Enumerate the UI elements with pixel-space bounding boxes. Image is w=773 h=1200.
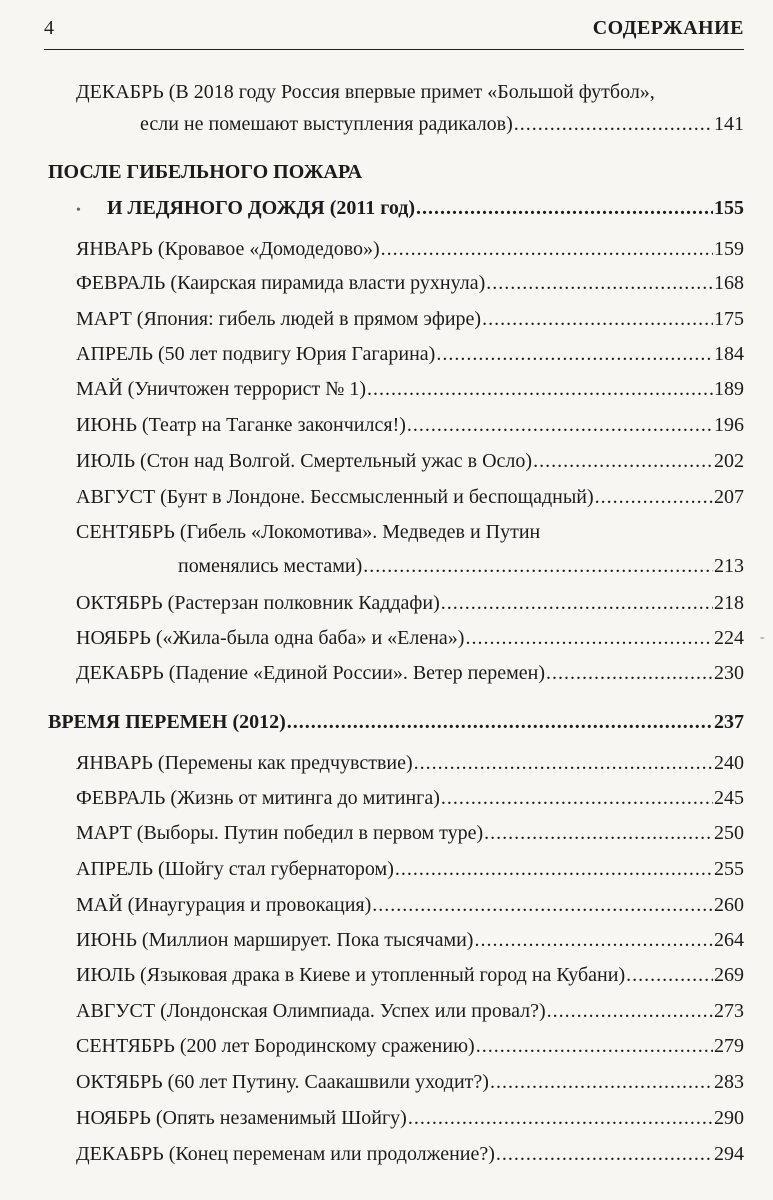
toc-entry-label: АВГУСТ (Бунт в Лондоне. Бессмысленный и беспощадный) xyxy=(76,486,594,508)
toc-entry[interactable] xyxy=(76,307,744,331)
leader-dots xyxy=(482,307,713,331)
toc-page-number: 218 xyxy=(714,592,744,614)
toc-entry[interactable] xyxy=(76,1070,744,1094)
toc-entry[interactable] xyxy=(76,377,744,401)
toc-entry-label: НОЯБРЬ (Опять незаменимый Шойгу) xyxy=(76,1107,407,1129)
leader-dots xyxy=(367,377,713,401)
toc-entry[interactable] xyxy=(76,342,744,366)
toc-page-number: 189 xyxy=(714,378,744,400)
leader-dots xyxy=(474,928,713,952)
toc-page-number: 264 xyxy=(714,929,744,951)
toc-entry[interactable] xyxy=(76,626,744,650)
toc-entry-label: ОКТЯБРЬ (60 лет Путину. Саакашвили уходит?) xyxy=(76,1071,489,1093)
toc-entry[interactable] xyxy=(76,449,744,473)
toc-entry-label: ФЕВРАЛЬ (Каирская пирамида власти рухнула) xyxy=(76,272,486,294)
leader-dots xyxy=(395,857,713,881)
toc-entry-label: АВГУСТ (Лондонская Олимпиада. Успех или провал?) xyxy=(76,1000,546,1022)
toc-entry-label: ИЮЛЬ (Стон над Волгой. Смертельный ужас в Осло) xyxy=(76,450,533,472)
toc-entry-september-line1[interactable]: СЕНТЯБРЬ (Гибель «Локомотива». Медведев и Путин xyxy=(76,521,541,543)
leader-dots xyxy=(547,999,713,1023)
toc-entry-label: ИЮЛЬ (Языковая драка в Киеве и утопленный город на Кубани) xyxy=(76,964,626,986)
header-rule xyxy=(44,49,744,50)
leader-dots xyxy=(486,271,713,295)
leader-dots xyxy=(372,893,713,917)
toc-page-number: 224 xyxy=(714,627,744,649)
toc-page-number: 250 xyxy=(714,822,744,844)
toc-entry-label: МАРТ (Выборы. Путин победил в первом туре) xyxy=(76,822,484,844)
toc-entry-label: АПРЕЛЬ (Шойгу стал губернатором) xyxy=(76,858,394,880)
stray-mark: • xyxy=(76,203,81,218)
toc-entry-dec-2010[interactable] xyxy=(140,112,744,136)
leader-dots xyxy=(441,786,713,810)
toc-entry[interactable] xyxy=(76,271,744,295)
toc-page-number: 273 xyxy=(714,1000,744,1022)
toc-entry-label: ДЕКАБРЬ (Падение «Единой России». Ветер перемен) xyxy=(76,662,546,684)
toc-entry-label: МАРТ (Япония: гибель людей в прямом эфире) xyxy=(76,308,482,330)
toc-entry[interactable] xyxy=(76,928,744,952)
toc-entry-dec-2010-line1[interactable]: ДЕКАБРЬ (В 2018 году Россия впервые примет «Большой футбол», xyxy=(76,81,655,103)
leader-dots xyxy=(476,1034,713,1058)
toc-entry[interactable] xyxy=(76,857,744,881)
toc-entry[interactable] xyxy=(76,999,744,1023)
toc-page-number: 294 xyxy=(714,1143,744,1165)
toc-entry-label: ЯНВАРЬ (Перемены как предчувствие) xyxy=(76,752,413,774)
section-title-2012[interactable] xyxy=(48,710,744,734)
leader-dots xyxy=(533,449,713,473)
toc-entry-label: АПРЕЛЬ (50 лет подвигу Юрия Гагарина) xyxy=(76,343,436,365)
section-title-label: И ЛЕДЯНОГО ДОЖДЯ (2011 год) xyxy=(107,197,416,219)
toc-page-number: 159 xyxy=(714,238,744,260)
leader-dots xyxy=(496,1142,713,1166)
leader-dots xyxy=(441,591,713,615)
toc-page-number: 141 xyxy=(714,113,744,135)
leader-dots xyxy=(436,342,713,366)
section-title-label: ВРЕМЯ ПЕРЕМЕН (2012) xyxy=(48,711,286,733)
leader-dots xyxy=(546,661,713,685)
page-number: 4 xyxy=(44,17,54,39)
leader-dots xyxy=(484,821,713,845)
toc-entry-label: ОКТЯБРЬ (Растерзан полковник Каддафи) xyxy=(76,592,440,614)
toc-entry-label: ФЕВРАЛЬ (Жизнь от митинга до митинга) xyxy=(76,787,440,809)
leader-dots xyxy=(287,710,713,734)
toc-entry-label: ИЮНЬ (Театр на Таганке закончился!) xyxy=(76,414,406,436)
leader-dots xyxy=(408,1106,713,1130)
toc-entry[interactable] xyxy=(76,1034,744,1058)
leader-dots xyxy=(381,237,713,261)
toc-page-number: 207 xyxy=(714,486,744,508)
toc-entry[interactable] xyxy=(76,485,744,509)
toc-entry-label: ЯНВАРЬ (Кровавое «Домодедово») xyxy=(76,238,380,260)
toc-page-number: 202 xyxy=(714,450,744,472)
stray-mark: - xyxy=(760,630,765,645)
toc-page-number: 213 xyxy=(714,555,744,577)
section-page-number: 155 xyxy=(714,197,744,219)
leader-dots xyxy=(363,554,713,578)
toc-entry-label: если не помешают выступления радикалов) xyxy=(140,113,513,135)
toc-entry[interactable] xyxy=(76,1142,744,1166)
leader-dots xyxy=(514,112,713,136)
toc-page-number: 184 xyxy=(714,343,744,365)
leader-dots xyxy=(465,626,713,650)
toc-entry[interactable] xyxy=(76,821,744,845)
leader-dots xyxy=(414,751,713,775)
toc-page-number: 283 xyxy=(714,1071,744,1093)
toc-entry-label: НОЯБРЬ («Жила-была одна баба» и «Елена») xyxy=(76,627,465,649)
toc-entry-label: ИЮНЬ (Миллион марширует. Пока тысячами) xyxy=(76,929,474,951)
leader-dots xyxy=(626,963,713,987)
toc-page-number: 230 xyxy=(714,662,744,684)
toc-entry[interactable] xyxy=(76,237,744,261)
toc-entry[interactable] xyxy=(76,661,744,685)
toc-entry[interactable] xyxy=(76,413,744,437)
toc-page-number: 196 xyxy=(714,414,744,436)
toc-page-number: 269 xyxy=(714,964,744,986)
toc-entry[interactable] xyxy=(76,963,744,987)
toc-entry[interactable] xyxy=(76,893,744,917)
section-title-2011[interactable] xyxy=(107,196,744,220)
toc-entry-september[interactable] xyxy=(178,554,744,578)
toc-page-number: 175 xyxy=(714,308,744,330)
leader-dots xyxy=(407,413,713,437)
toc-entry-label: МАЙ (Уничтожен террорист № 1) xyxy=(76,378,366,400)
leader-dots xyxy=(595,485,713,509)
section-page-number: 237 xyxy=(714,711,744,733)
toc-page-number: 168 xyxy=(714,272,744,294)
toc-entry[interactable] xyxy=(76,751,744,775)
leader-dots xyxy=(490,1070,713,1094)
toc-page-number: 279 xyxy=(714,1035,744,1057)
toc-page-number: 240 xyxy=(714,752,744,774)
toc-page-number: 260 xyxy=(714,894,744,916)
toc-entry[interactable] xyxy=(76,786,744,810)
toc-page-number: 290 xyxy=(714,1107,744,1129)
running-head: СОДЕРЖАНИЕ xyxy=(592,17,744,39)
section-title-2011-line1[interactable]: ПОСЛЕ ГИБЕЛЬНОГО ПОЖАРА xyxy=(48,161,363,183)
toc-entry-label: поменялись местами) xyxy=(178,555,363,577)
toc-page-number: 255 xyxy=(714,858,744,880)
toc-entry[interactable] xyxy=(76,591,744,615)
toc-entry-label: ДЕКАБРЬ (Конец переменам или продолжение?) xyxy=(76,1143,495,1165)
toc-entry[interactable] xyxy=(76,1106,744,1130)
toc-entry-label: СЕНТЯБРЬ (200 лет Бородинскому сражению) xyxy=(76,1035,475,1057)
toc-page-number: 245 xyxy=(714,787,744,809)
leader-dots xyxy=(416,196,713,220)
toc-entry-label: МАЙ (Инаугурация и провокация) xyxy=(76,894,372,916)
